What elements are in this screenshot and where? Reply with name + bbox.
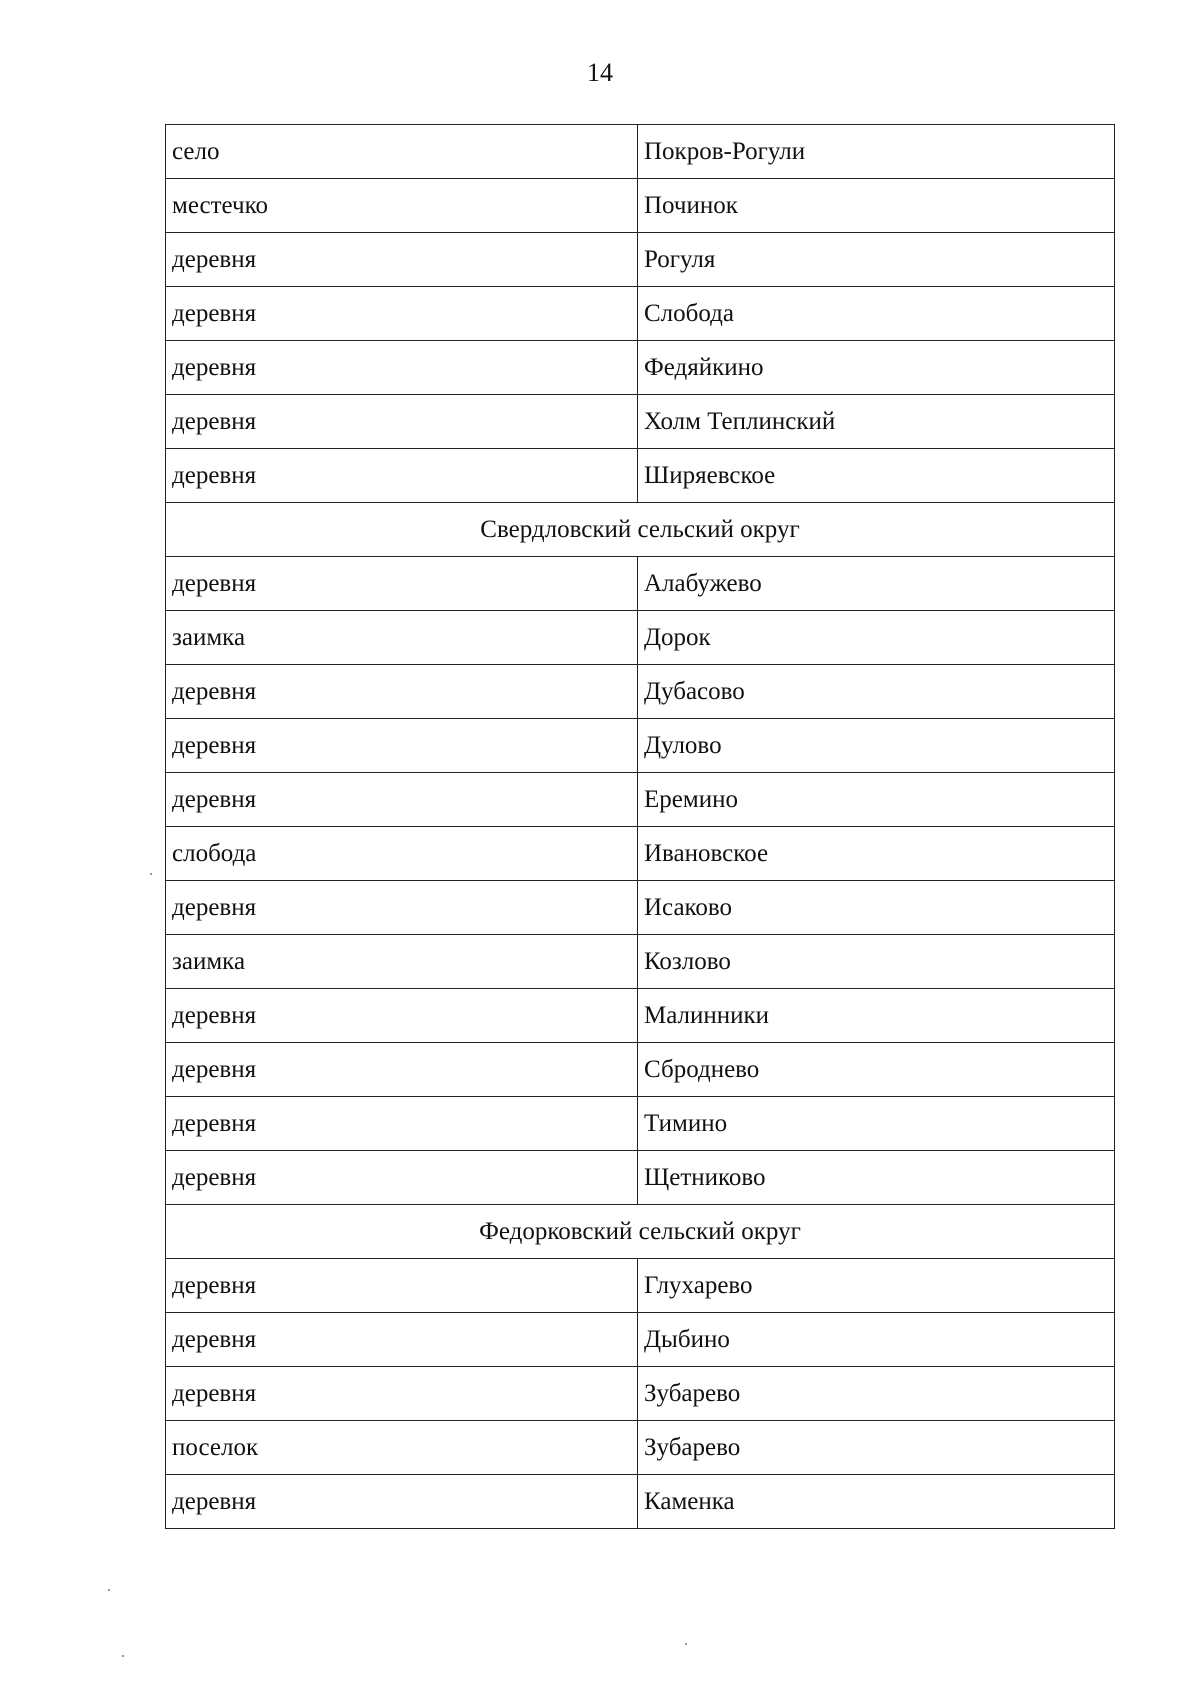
- settlement-type-cell: деревня: [166, 719, 638, 773]
- settlement-name-cell: Починок: [638, 179, 1115, 233]
- table-row: [166, 989, 1115, 1043]
- settlement-type-cell: деревня: [166, 287, 638, 341]
- table-row: [166, 827, 1115, 881]
- settlement-name-cell: Глухарево: [638, 1259, 1115, 1313]
- table-row: [166, 665, 1115, 719]
- settlement-type-cell: деревня: [166, 1097, 638, 1151]
- settlement-name-cell: Слобода: [638, 287, 1115, 341]
- settlement-name-cell: Дулово: [638, 719, 1115, 773]
- settlement-name-cell: Сброднево: [638, 1043, 1115, 1097]
- settlement-name-cell: Каменка: [638, 1475, 1115, 1529]
- settlement-name-cell: Холм Теплинский: [638, 395, 1115, 449]
- scan-speck: [685, 1643, 687, 1645]
- table-row: [166, 449, 1115, 503]
- settlement-type-cell: заимка: [166, 935, 638, 989]
- settlement-name-cell: Малинники: [638, 989, 1115, 1043]
- table-row: [166, 125, 1115, 179]
- settlement-name-cell: Щетниково: [638, 1151, 1115, 1205]
- settlement-type-cell: поселок: [166, 1421, 638, 1475]
- section-title: Федорковский сельский округ: [166, 1205, 1115, 1259]
- table-row: [166, 935, 1115, 989]
- section-title: Свердловский сельский округ: [166, 503, 1115, 557]
- settlement-name-cell: Козлово: [638, 935, 1115, 989]
- table-row: [166, 1367, 1115, 1421]
- table-row: [166, 1475, 1115, 1529]
- table-row: [166, 395, 1115, 449]
- settlement-name-cell: Тимино: [638, 1097, 1115, 1151]
- settlement-name-cell: Дорок: [638, 611, 1115, 665]
- scan-speck: [150, 873, 152, 875]
- settlement-type-cell: деревня: [166, 395, 638, 449]
- settlement-type-cell: деревня: [166, 1313, 638, 1367]
- settlement-type-cell: деревня: [166, 1151, 638, 1205]
- settlement-name-cell: Еремино: [638, 773, 1115, 827]
- settlement-name-cell: Ширяевское: [638, 449, 1115, 503]
- table-row: [166, 1421, 1115, 1475]
- table-row: [166, 611, 1115, 665]
- table-row: [166, 1097, 1115, 1151]
- settlements-table: [165, 124, 1115, 1529]
- scan-speck: [122, 1655, 124, 1657]
- settlement-name-cell: Дубасово: [638, 665, 1115, 719]
- settlement-type-cell: деревня: [166, 1367, 638, 1421]
- settlement-name-cell: Зубарево: [638, 1367, 1115, 1421]
- settlements-table-body: [166, 125, 1115, 1529]
- settlement-name-cell: Исаково: [638, 881, 1115, 935]
- settlement-type-cell: деревня: [166, 557, 638, 611]
- settlement-type-cell: местечко: [166, 179, 638, 233]
- page-number: 14: [587, 58, 613, 87]
- settlement-type-cell: заимка: [166, 611, 638, 665]
- settlement-type-cell: слобода: [166, 827, 638, 881]
- settlement-type-cell: деревня: [166, 341, 638, 395]
- table-row: [166, 341, 1115, 395]
- settlement-name-cell: Покров-Рогули: [638, 125, 1115, 179]
- settlement-type-cell: деревня: [166, 665, 638, 719]
- table-row: [166, 557, 1115, 611]
- settlement-name-cell: Алабужево: [638, 557, 1115, 611]
- scan-speck: [108, 1589, 110, 1591]
- table-row: [166, 179, 1115, 233]
- table-row: [166, 233, 1115, 287]
- settlement-name-cell: Федяйкино: [638, 341, 1115, 395]
- table-row: [166, 1151, 1115, 1205]
- table-row: [166, 1043, 1115, 1097]
- settlement-type-cell: деревня: [166, 773, 638, 827]
- settlement-name-cell: Ивановское: [638, 827, 1115, 881]
- table-row: [166, 719, 1115, 773]
- settlement-name-cell: Дыбино: [638, 1313, 1115, 1367]
- section-header-row: [166, 1205, 1115, 1259]
- settlement-name-cell: Рогуля: [638, 233, 1115, 287]
- table-row: [166, 1259, 1115, 1313]
- settlement-type-cell: деревня: [166, 989, 638, 1043]
- table-row: [166, 881, 1115, 935]
- settlement-type-cell: деревня: [166, 1475, 638, 1529]
- settlement-name-cell: Зубарево: [638, 1421, 1115, 1475]
- settlement-type-cell: деревня: [166, 881, 638, 935]
- settlement-type-cell: деревня: [166, 449, 638, 503]
- table-row: [166, 287, 1115, 341]
- settlement-type-cell: село: [166, 125, 638, 179]
- table-row: [166, 1313, 1115, 1367]
- table-row: [166, 773, 1115, 827]
- settlement-type-cell: деревня: [166, 233, 638, 287]
- section-header-row: [166, 503, 1115, 557]
- settlement-type-cell: деревня: [166, 1043, 638, 1097]
- settlement-type-cell: деревня: [166, 1259, 638, 1313]
